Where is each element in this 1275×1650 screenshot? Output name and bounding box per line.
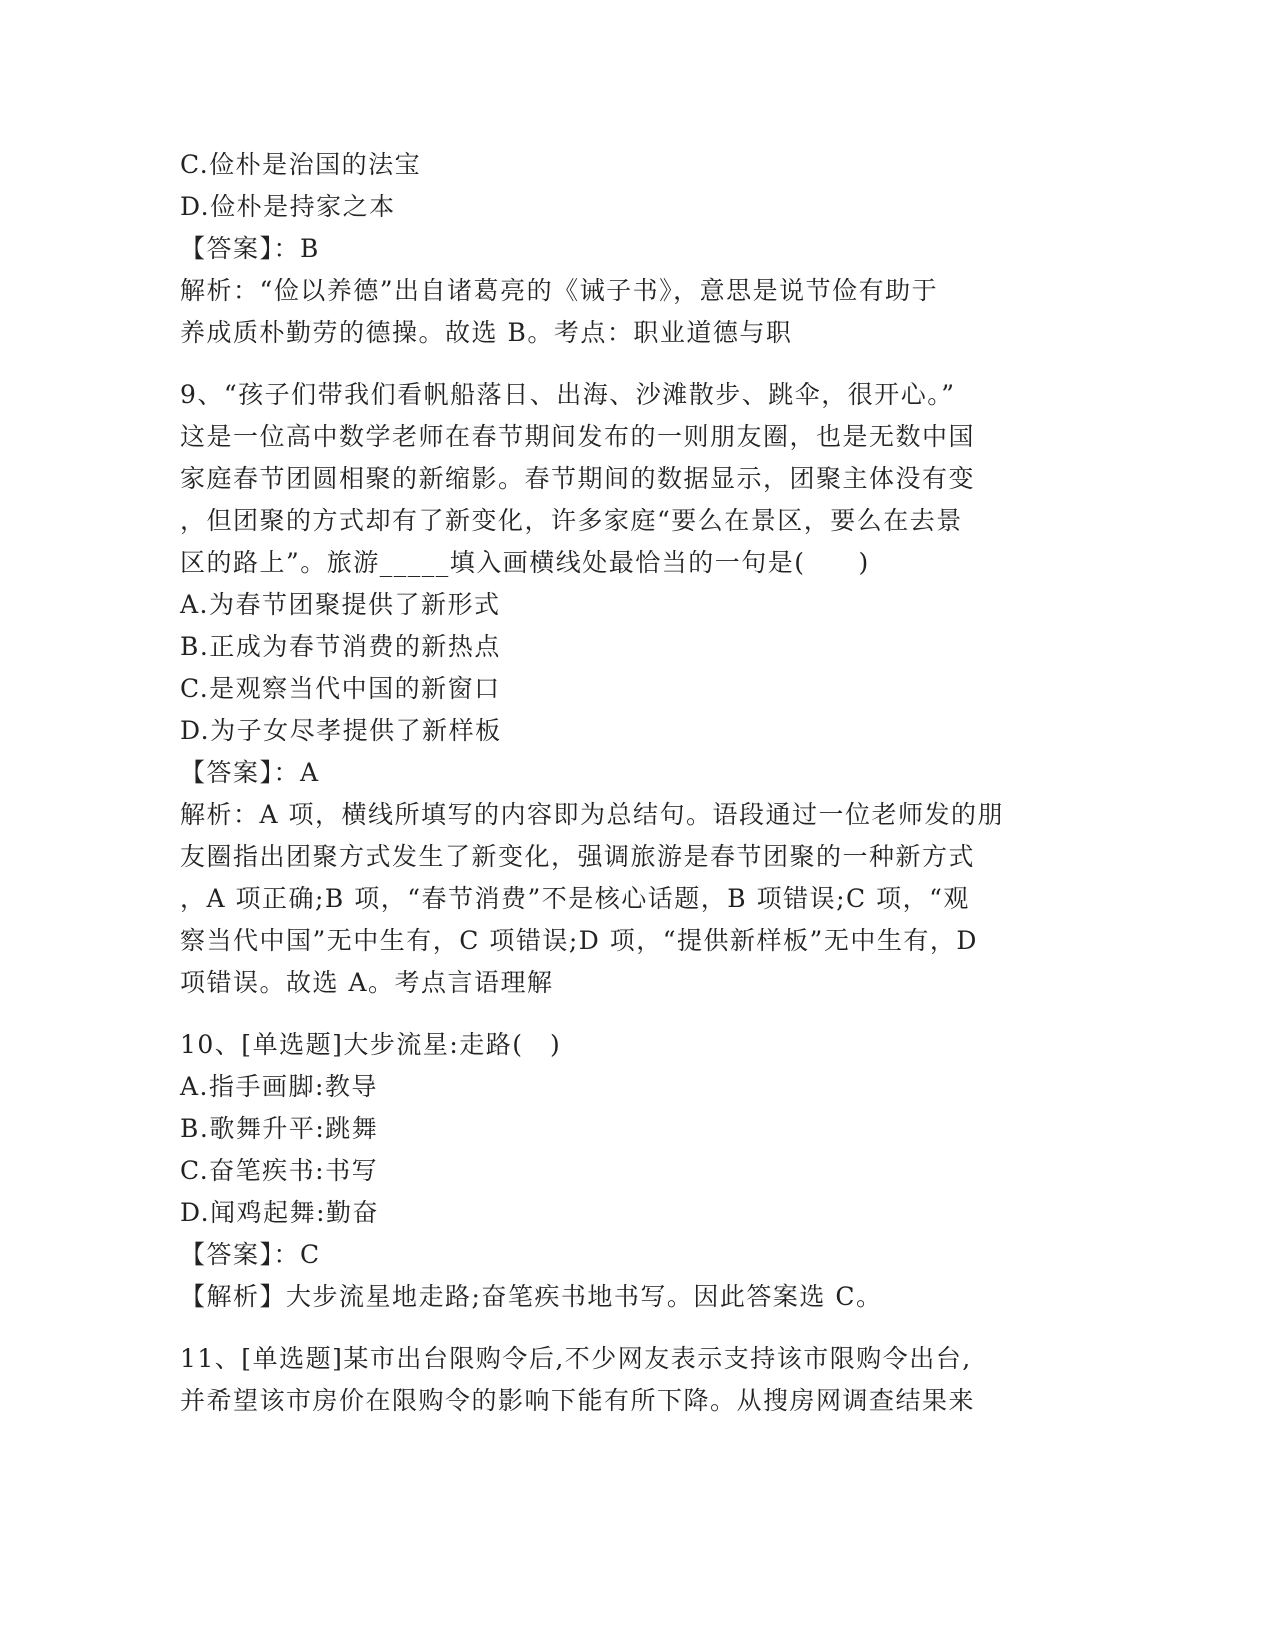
question-9: [180, 374, 1060, 1004]
question-stem-line: ，但团聚的方式却有了新变化，许多家庭“要么在景区，要么在去景: [180, 506, 963, 535]
answer: 【答案】：C: [180, 1240, 321, 1269]
question-stem-line: 并希望该市房价在限购令的影响下能有所下降。从搜房网调查结果来: [180, 1386, 976, 1415]
question-8-tail: [180, 144, 1060, 354]
analysis-line: 养成质朴勤劳的德操。故选 B。考点：职业道德与职: [180, 318, 793, 347]
answer: 【答案】：A: [180, 758, 320, 787]
question-stem-line: 10、[单选题]大步流星:走路( ): [180, 1030, 562, 1059]
question-11: [180, 1338, 1060, 1422]
analysis-line: ，A 项正确;B 项，“春节消费”不是核心话题，B 项错误;C 项，“观: [180, 884, 970, 913]
question-stem-line: 家庭春节团圆相聚的新缩影。春节期间的数据显示，团聚主体没有变: [180, 464, 976, 493]
option-d: D.俭朴是持家之本: [180, 192, 396, 221]
question-stem-line: 11、[单选题]某市出台限购令后,不少网友表示支持该市限购令出台,: [180, 1344, 972, 1373]
option-b: B.正成为春节消费的新热点: [180, 632, 501, 661]
analysis-line: 友圈指出团聚方式发生了新变化，强调旅游是春节团聚的一种新方式: [180, 842, 976, 871]
option-c: C.奋笔疾书:书写: [180, 1156, 379, 1185]
option-d: D.闻鸡起舞:勤奋: [180, 1198, 380, 1227]
question-10: [180, 1024, 1060, 1318]
question-stem-line: 区的路上”。旅游_____填入画横线处最恰当的一句是( ): [180, 548, 870, 577]
document-page: [180, 144, 1060, 1422]
option-b: B.歌舞升平:跳舞: [180, 1114, 379, 1143]
analysis-line: 察当代中国”无中生有，C 项错误;D 项，“提供新样板”无中生有，D: [180, 926, 978, 955]
analysis-line: 解析：“俭以养德”出自诸葛亮的《诫子书》，意思是说节俭有助于: [180, 276, 939, 305]
option-a: A.指手画脚:教导: [180, 1072, 378, 1101]
question-stem-line: 这是一位高中数学老师在春节期间发布的一则朋友圈，也是无数中国: [180, 422, 976, 451]
option-c: C.是观察当代中国的新窗口: [180, 674, 501, 703]
option-a: A.为春节团聚提供了新形式: [180, 590, 501, 619]
analysis-line: 解析：A 项，横线所填写的内容即为总结句。语段通过一位老师发的朋: [180, 800, 1005, 829]
answer: 【答案】：B: [180, 234, 320, 263]
analysis-line: 【解析】大步流星地走路;奋笔疾书地书写。因此答案选 C。: [180, 1282, 883, 1311]
option-d: D.为子女尽孝提供了新样板: [180, 716, 502, 745]
option-c: C.俭朴是治国的法宝: [180, 150, 422, 179]
analysis-line: 项错误。故选 A。考点言语理解: [180, 968, 554, 997]
question-stem-line: 9、“孩子们带我们看帆船落日、出海、沙滩散步、跳伞，很开心。”: [180, 380, 956, 409]
